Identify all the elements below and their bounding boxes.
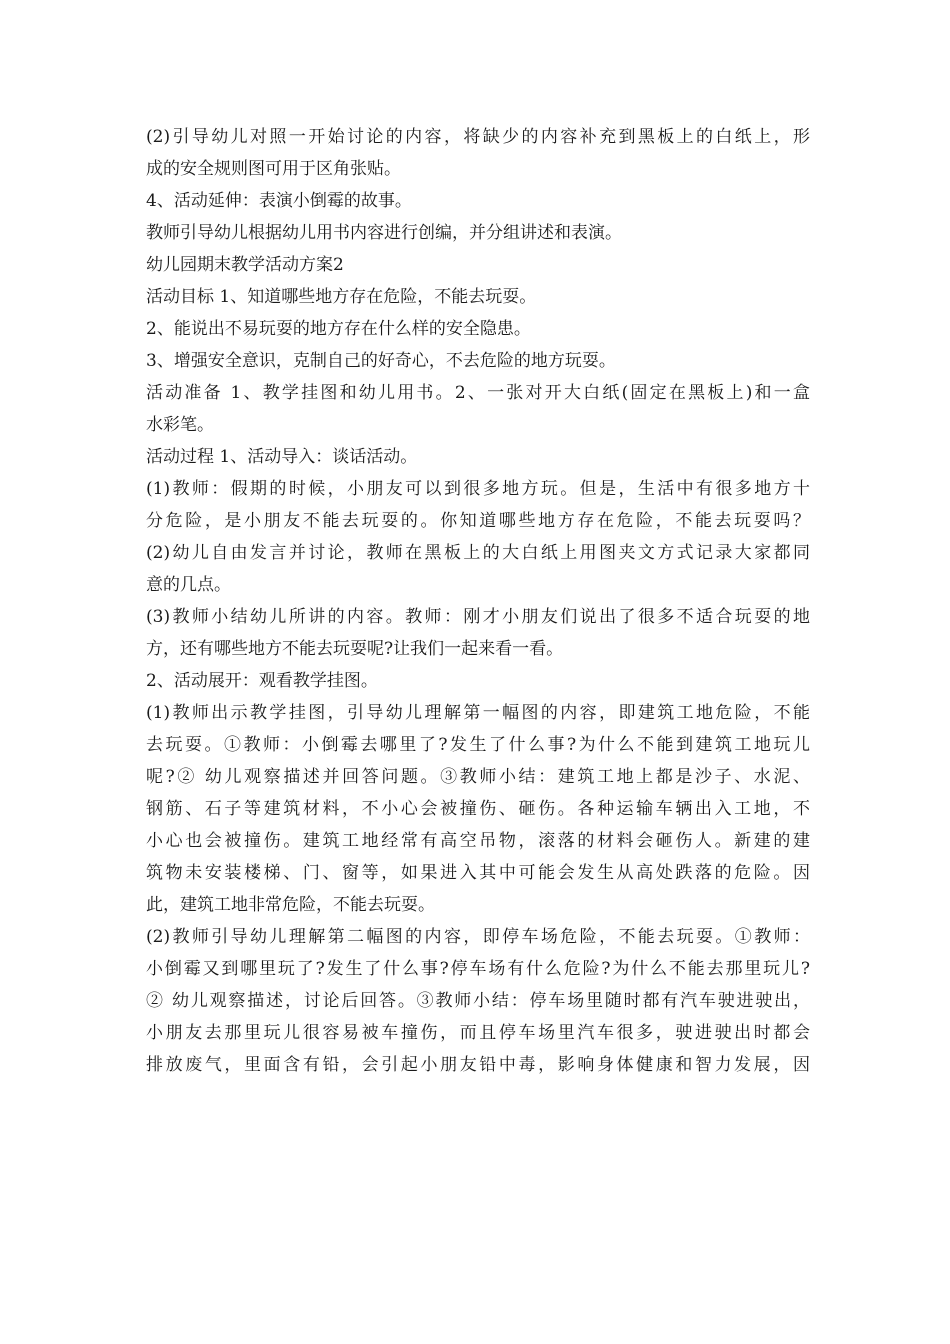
text-line: 活动过程 1、活动导入：谈话活动。	[146, 447, 418, 467]
text-line: 排放废气，里面含有铅，会引起小朋友铅中毒，影响身体健康和智力发展，因	[146, 1055, 810, 1075]
text-line: 呢?② 幼儿观察描述并回答问题。③教师小结：建筑工地上都是沙子、水泥、	[146, 767, 810, 787]
text-line: 钢筋、石子等建筑材料，不小心会被撞伤、砸伤。各种运输车辆出入工地，不	[146, 799, 810, 819]
document-body	[146, 121, 810, 1081]
text-line: ② 幼儿观察描述，讨论后回答。③教师小结：停车场里随时都有汽车驶进驶出，	[146, 991, 810, 1011]
text-line: (2)引导幼儿对照一开始讨论的内容，将缺少的内容补充到黑板上的白纸上，形	[146, 127, 810, 147]
text-line: 此，建筑工地非常危险，不能去玩耍。	[146, 895, 435, 915]
text-line: 去玩耍。①教师：小倒霉去哪里了?发生了什么事?为什么不能到建筑工地玩儿	[146, 735, 810, 755]
text-line: 活动目标 1、知道哪些地方存在危险，不能去玩耍。	[146, 287, 537, 307]
text-line: 教师引导幼儿根据幼儿用书内容进行创编，并分组讲述和表演。	[146, 223, 622, 243]
text-line: 筑物未安装楼梯、门、窗等，如果进入其中可能会发生从高处跌落的危险。因	[146, 863, 810, 883]
text-line: 2、活动展开：观看教学挂图。	[146, 671, 378, 691]
text-line: 活动准备 1、教学挂图和幼儿用书。2、一张对开大白纸(固定在黑板上)和一盒	[146, 383, 810, 403]
text-line: (3)教师小结幼儿所讲的内容。教师：刚才小朋友们说出了很多不适合玩耍的地	[146, 607, 810, 627]
text-line: 小心也会被撞伤。建筑工地经常有高空吊物，滚落的材料会砸伤人。新建的建	[146, 831, 810, 851]
text-line: (2)教师引导幼儿理解第二幅图的内容，即停车场危险，不能去玩耍。①教师：	[146, 927, 810, 947]
text-line: 分危险，是小朋友不能去玩耍的。你知道哪些地方存在危险，不能去玩耍吗？	[146, 511, 810, 531]
text-line: 4、活动延伸：表演小倒霉的故事。	[146, 191, 412, 211]
text-line: 小朋友去那里玩儿很容易被车撞伤，而且停车场里汽车很多，驶进驶出时都会	[146, 1023, 810, 1043]
section-heading: 幼儿园期末教学活动方案2	[146, 255, 344, 275]
text-line: 3、增强安全意识，克制自己的好奇心，不去危险的地方玩耍。	[146, 351, 616, 371]
text-line: (1)教师出示教学挂图，引导幼儿理解第一幅图的内容，即建筑工地危险，不能	[146, 703, 810, 723]
text-line: (1)教师：假期的时候，小朋友可以到很多地方玩。但是，生活中有很多地方十	[146, 479, 810, 499]
text-line: 小倒霉又到哪里玩了?发生了什么事?停车场有什么危险?为什么不能去那里玩儿?	[146, 959, 810, 979]
text-line: 方，还有哪些地方不能去玩耍呢?让我们一起来看一看。	[146, 639, 564, 659]
text-line: 成的安全规则图可用于区角张贴。	[146, 159, 401, 179]
text-line: 水彩笔。	[146, 415, 214, 435]
text-line: 2、能说出不易玩耍的地方存在什么样的安全隐患。	[146, 319, 531, 339]
text-line: 意的几点。	[146, 575, 231, 595]
text-line: (2)幼儿自由发言并讨论，教师在黑板上的大白纸上用图夹文方式记录大家都同	[146, 543, 810, 563]
